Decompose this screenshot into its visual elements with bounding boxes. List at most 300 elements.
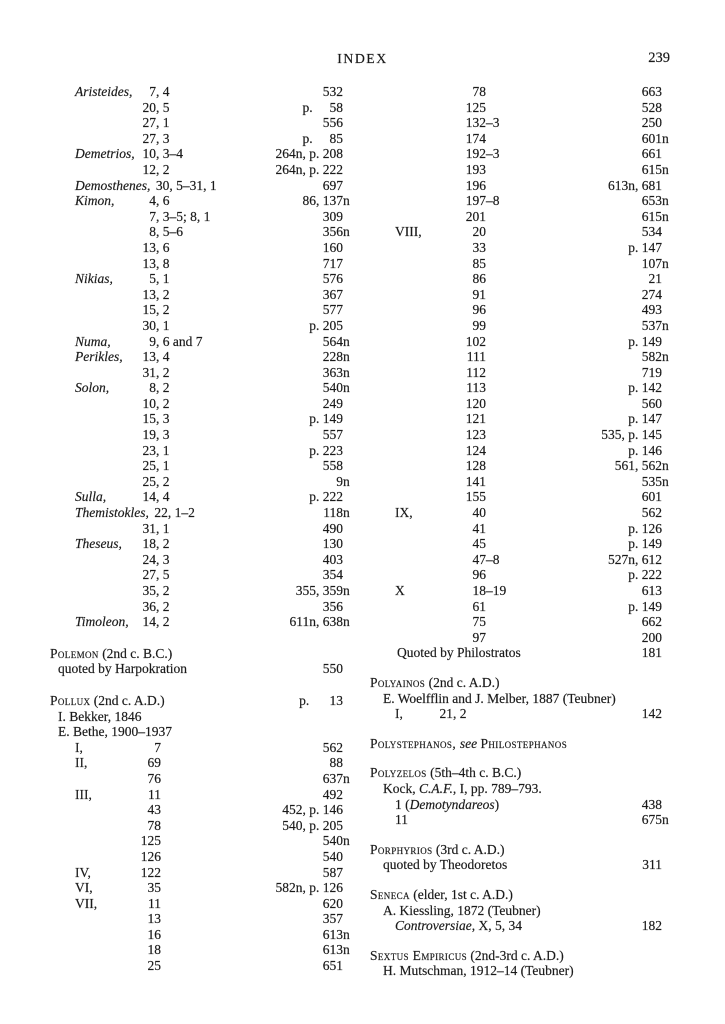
locus-number: 13 xyxy=(142,286,156,302)
index-row xyxy=(370,963,662,979)
text-segment: (5th–4th c. B.C.) xyxy=(426,765,522,781)
index-row xyxy=(75,958,343,974)
page-ref-value: p. 149 xyxy=(628,536,662,552)
index-row xyxy=(75,896,343,912)
locus-number: 13 xyxy=(147,911,161,927)
index-row xyxy=(75,489,343,505)
index-row xyxy=(75,942,350,958)
text-segment: E. Bethe, 1900–1937 xyxy=(58,724,172,740)
roman-numeral xyxy=(75,224,137,240)
locus-range: , 2 xyxy=(156,380,170,396)
page-ref-value: 367 xyxy=(322,286,343,302)
page-ref-note-suffix: n xyxy=(662,473,669,489)
locus-range: , 4 xyxy=(156,489,170,505)
index-row xyxy=(395,489,662,505)
locus-range: , 1 xyxy=(156,442,170,458)
roman-numeral xyxy=(395,427,433,443)
page-ref xyxy=(322,333,350,350)
roman-numeral: IV, xyxy=(75,864,91,880)
page-ref xyxy=(323,787,343,803)
text-segment: Polemon xyxy=(50,645,99,661)
page-ref-value: p. 149 xyxy=(628,598,662,614)
index-row xyxy=(75,880,343,896)
page-ref-note-suffix: n xyxy=(343,193,350,209)
page-ref-value: 363 xyxy=(322,364,343,380)
section xyxy=(370,736,662,752)
text-segment: quoted by Theodoretos xyxy=(383,857,508,873)
page-ref xyxy=(608,178,662,194)
text-segment: C.A.F. xyxy=(419,780,453,796)
roman-numeral xyxy=(395,552,433,568)
index-row xyxy=(75,209,343,225)
page-ref xyxy=(322,380,350,396)
roman-numeral: IX, xyxy=(395,505,413,521)
page-ref xyxy=(282,818,343,834)
locus-range: , 8 xyxy=(156,255,170,271)
page-ref-value: 452, p. 146 xyxy=(282,802,343,818)
page-ref-value: 576 xyxy=(322,271,343,287)
section-header xyxy=(370,675,662,691)
index-row xyxy=(395,255,669,272)
page-ref xyxy=(628,334,662,350)
index-row xyxy=(395,334,662,350)
locus-number: 33 xyxy=(472,239,486,255)
page-ref xyxy=(642,583,662,599)
locus-range: , 3 xyxy=(156,130,170,146)
page-ref xyxy=(642,396,662,412)
locus-number: 36 xyxy=(142,598,156,614)
page-ref-note-suffix: n xyxy=(662,255,669,271)
roman-numeral xyxy=(75,958,107,974)
page-ref-value: p. 149 xyxy=(628,333,662,349)
roman-numeral xyxy=(75,802,107,818)
page-ref xyxy=(642,645,662,661)
page-ref-value: 107 xyxy=(641,255,662,271)
locus-number: 8 xyxy=(149,380,156,396)
page-ref-value: 21 xyxy=(648,271,662,287)
text-segment: (2nd c. A.D.) xyxy=(90,692,165,708)
index-row xyxy=(75,427,343,443)
locus-range: , 2 xyxy=(156,598,170,614)
index-row xyxy=(395,552,662,568)
locus-number: 155 xyxy=(465,489,486,505)
page-ref-value: 356 xyxy=(322,224,343,240)
page-ref xyxy=(628,443,662,459)
page-ref-value: 613 xyxy=(322,942,343,958)
roman-numeral xyxy=(75,552,137,568)
roman-numeral: I, xyxy=(395,706,403,722)
page-ref-note-suffix: n xyxy=(343,224,350,240)
page-ref-value: p. 147 xyxy=(628,411,662,427)
page-ref xyxy=(323,911,343,927)
index-row xyxy=(75,849,343,865)
locus-number: 197 xyxy=(465,193,486,209)
roman-numeral xyxy=(75,521,137,537)
page-ref xyxy=(323,505,350,521)
locus-range: , 1 xyxy=(156,115,170,131)
line-text xyxy=(370,887,513,903)
index-row xyxy=(395,567,662,583)
page-ref-value: 717 xyxy=(322,255,343,271)
section-header xyxy=(50,693,343,709)
page-ref-value: 611n, 638 xyxy=(289,614,343,630)
roman-numeral xyxy=(75,287,137,303)
index-row xyxy=(75,865,343,881)
roman-numeral xyxy=(395,380,433,396)
locus-range: , 2 xyxy=(156,473,170,489)
page-ref xyxy=(323,84,343,100)
locus-range: , 4 xyxy=(156,349,170,365)
locus-range: , 2 xyxy=(156,161,170,177)
roman-numeral xyxy=(395,256,433,272)
page-ref-value: 582n, p. 126 xyxy=(275,880,343,896)
page-ref xyxy=(641,349,669,365)
entry-name: Timoleon, xyxy=(75,614,129,630)
roman-numeral xyxy=(395,334,433,350)
locus-number: 23 xyxy=(142,442,156,458)
page-ref xyxy=(642,365,662,381)
roman-numeral xyxy=(75,583,137,599)
index-row xyxy=(75,802,343,818)
line-text xyxy=(370,765,521,781)
locus-number: 125 xyxy=(465,99,486,115)
page-ref-value: 556 xyxy=(322,115,343,131)
page-ref-value: 142 xyxy=(641,706,662,722)
page-ref-value: 587 xyxy=(322,864,343,880)
locus-number: 31 xyxy=(142,364,156,380)
text-segment: , X, 5, 34 xyxy=(471,918,522,934)
line-text xyxy=(50,724,172,740)
page-ref-value: 557 xyxy=(322,427,343,443)
index-row xyxy=(395,396,662,412)
page-ref xyxy=(276,162,344,178)
page-ref xyxy=(323,865,343,881)
index-row xyxy=(395,473,669,490)
page-ref xyxy=(323,302,343,318)
index-row xyxy=(75,162,343,178)
locus-range: , 2 xyxy=(156,364,170,380)
roman-numeral xyxy=(395,349,433,365)
locus-number: 141 xyxy=(465,473,486,489)
index-row xyxy=(50,661,343,677)
page-ref-note-suffix: n xyxy=(343,926,350,942)
roman-numeral xyxy=(395,599,433,615)
roman-numeral xyxy=(395,271,433,287)
page-ref-value: 613n, 681 xyxy=(608,177,662,193)
index-row xyxy=(395,130,669,147)
locus-number: 5 xyxy=(149,271,156,287)
locus-range: , 3 xyxy=(156,427,170,443)
section xyxy=(370,887,662,934)
page-ref xyxy=(322,833,350,849)
line-text xyxy=(370,675,499,691)
page-ref-value: 620 xyxy=(322,895,343,911)
page-ref-value: p. 58 xyxy=(302,99,343,115)
page-ref xyxy=(322,349,350,365)
index-row xyxy=(370,857,662,873)
roman-numeral xyxy=(75,131,137,147)
roman-numeral xyxy=(395,209,433,225)
page-number: 239 xyxy=(648,50,670,66)
page-ref xyxy=(323,396,343,412)
locus-number: 18 xyxy=(142,536,156,552)
roman-numeral xyxy=(75,458,137,474)
roman-numeral xyxy=(395,287,433,303)
page-ref xyxy=(642,115,662,131)
roman-numeral xyxy=(75,443,137,459)
page-ref-value: 577 xyxy=(322,302,343,318)
locus-number: 75 xyxy=(472,614,486,630)
entry-name: Sulla, xyxy=(75,489,107,505)
page-ref xyxy=(309,443,343,459)
page-ref xyxy=(323,567,343,583)
page-ref-note-suffix: n xyxy=(343,380,350,396)
text-segment: Controversiae xyxy=(395,918,472,934)
index-row xyxy=(75,536,343,552)
locus-number: 40 xyxy=(472,505,486,521)
index-row xyxy=(75,787,343,803)
index-row xyxy=(75,349,350,365)
page-ref xyxy=(628,536,662,552)
page-ref-value: 540, p. 205 xyxy=(282,817,343,833)
locus-number: 43 xyxy=(147,802,161,818)
text-segment: Quoted by Philostratos xyxy=(397,645,521,661)
text-segment: (2nd-3rd c. A.D.) xyxy=(467,947,564,963)
page-ref xyxy=(322,926,350,943)
index-row xyxy=(75,224,350,240)
page-ref-value: 564 xyxy=(322,333,343,349)
index-row xyxy=(395,302,662,318)
roman-numeral xyxy=(75,411,137,427)
index-row xyxy=(75,271,343,287)
roman-numeral xyxy=(75,911,107,927)
section-header xyxy=(370,736,662,752)
page-ref-value: 582 xyxy=(641,349,662,365)
locus-number: 24 xyxy=(142,551,156,567)
roman-numeral xyxy=(75,427,137,443)
roman-numeral xyxy=(395,115,433,131)
roman-numeral xyxy=(75,162,137,178)
locus-number: 30 xyxy=(142,317,156,333)
index-row xyxy=(75,614,350,630)
page-ref xyxy=(642,84,662,100)
right-index-rows xyxy=(370,84,669,661)
text-segment: Polyainos xyxy=(370,674,426,690)
entry-name: Nikias, xyxy=(75,271,113,287)
index-row xyxy=(395,443,662,459)
locus-number: 196 xyxy=(465,177,486,193)
page-ref xyxy=(323,178,343,194)
section-header xyxy=(370,765,662,781)
page-ref xyxy=(323,209,343,225)
page-ref xyxy=(628,411,662,427)
roman-numeral xyxy=(395,521,433,537)
locus-number: 128 xyxy=(465,458,486,474)
line-text xyxy=(370,963,574,979)
index-row xyxy=(370,645,662,661)
locus-number: 30 xyxy=(155,177,170,193)
page-ref xyxy=(299,693,343,709)
page-ref xyxy=(628,567,662,583)
page-ref-value: 561, 562 xyxy=(614,458,662,474)
roman-numeral xyxy=(395,489,433,505)
locus-number: 25 xyxy=(142,458,156,474)
entry-name: Theseus, xyxy=(75,536,122,552)
index-row xyxy=(75,100,343,116)
page-ref xyxy=(323,599,343,615)
page-ref xyxy=(641,317,669,334)
section xyxy=(370,675,662,722)
page-ref-note-suffix: n xyxy=(343,583,350,598)
locus-range: , 1–2 xyxy=(167,505,195,521)
page-ref xyxy=(336,473,350,490)
index-row xyxy=(75,193,350,209)
roman-numeral xyxy=(395,131,433,147)
line-text xyxy=(50,693,165,709)
page-ref-value: 357 xyxy=(322,911,343,927)
page-ref-value: 528 xyxy=(641,99,662,115)
locus-number: 111 xyxy=(466,349,486,365)
section-header xyxy=(370,887,662,903)
locus-range: , 2 xyxy=(156,536,170,552)
roman-numeral xyxy=(75,396,137,412)
text-segment: (2nd c. B.C.) xyxy=(98,645,173,661)
page-ref xyxy=(641,812,669,828)
roman-numeral xyxy=(75,833,107,849)
page-ref-note-suffix: n xyxy=(343,364,350,380)
index-row xyxy=(75,302,343,318)
page-ref-value: 88 xyxy=(329,755,343,771)
locus-range: , 1 xyxy=(156,317,170,333)
page-ref xyxy=(642,797,662,813)
page-ref xyxy=(642,614,662,630)
page-ref-value: 9 xyxy=(336,473,343,489)
page-ref xyxy=(641,473,669,490)
page-ref-value: p. 222 xyxy=(628,567,662,583)
locus-number: 25 xyxy=(147,958,161,974)
index-row xyxy=(75,318,343,334)
index-row xyxy=(50,709,343,725)
page-ref-value: p. 146 xyxy=(628,442,662,458)
page-ref-note-suffix: n xyxy=(343,349,350,365)
line-text xyxy=(50,709,141,725)
index-row xyxy=(75,567,343,583)
text-segment: A. Kiessling, 1872 (Teubner) xyxy=(383,902,541,918)
roman-numeral xyxy=(75,599,137,615)
index-row xyxy=(395,161,669,178)
locus-range: , 2 xyxy=(156,286,170,302)
page-ref-value: 697 xyxy=(322,177,343,193)
locus-range: , 2 xyxy=(156,614,170,630)
roman-numeral: VII, xyxy=(75,895,98,911)
page-ref-value: 264n, p. 222 xyxy=(275,161,343,177)
index-row xyxy=(395,193,669,209)
page-ref-value: 535, p. 145 xyxy=(601,427,662,443)
text-segment: (2nd c. A.D.) xyxy=(425,674,500,690)
locus-number: 132 xyxy=(465,115,486,131)
index-row xyxy=(75,755,343,771)
locus-number: 201 xyxy=(465,208,486,224)
text-segment: Sextus Empiricus xyxy=(370,947,468,963)
index-row xyxy=(75,473,350,490)
page-ref-value: 637 xyxy=(322,770,343,786)
line-text xyxy=(370,812,408,828)
page-ref-value: p. 222 xyxy=(309,489,343,505)
entry-name: Demetrios, xyxy=(75,146,135,162)
index-row xyxy=(370,797,662,813)
index-row xyxy=(395,536,662,552)
page-ref-value: 662 xyxy=(641,614,662,630)
index-row xyxy=(75,521,343,537)
page-ref-value: 615 xyxy=(641,208,662,224)
page-ref xyxy=(641,130,669,147)
page-ref-value: 182 xyxy=(641,918,662,934)
page-ref-value: 264n, p. 208 xyxy=(275,146,343,162)
page-ref-value: 675 xyxy=(641,812,662,828)
locus-number: 86 xyxy=(472,271,486,287)
roman-numeral: III, xyxy=(75,786,92,802)
roman-numeral xyxy=(75,927,107,943)
page-ref xyxy=(323,740,343,756)
locus-number: 35 xyxy=(142,583,156,598)
locus-number: 10 xyxy=(142,395,156,411)
page-ref xyxy=(323,287,343,303)
locus-number: 78 xyxy=(472,84,486,99)
text-segment: Kock, xyxy=(383,780,419,796)
index-row xyxy=(75,396,343,412)
index-row xyxy=(395,349,669,365)
roman-numeral xyxy=(75,256,137,272)
page-ref xyxy=(641,255,669,272)
locus-range: –19 xyxy=(486,583,507,598)
page-ref-value: 354 xyxy=(322,567,343,583)
index-row xyxy=(395,411,662,427)
page-ref xyxy=(642,146,662,162)
index-row xyxy=(395,224,662,240)
text-segment: 11 xyxy=(395,812,408,828)
locus-range: , 2 xyxy=(156,302,170,318)
roman-numeral xyxy=(75,474,137,490)
locus-number: 11 xyxy=(148,895,161,911)
locus-number: 102 xyxy=(465,333,486,349)
index-row xyxy=(395,458,669,474)
page-ref xyxy=(323,240,343,256)
left-sections xyxy=(50,645,350,974)
roman-numeral xyxy=(75,302,137,318)
page-ref xyxy=(276,146,344,162)
locus-number: 7 xyxy=(149,84,156,99)
page-ref-value: 601 xyxy=(641,130,662,146)
page-ref-note-suffix: n xyxy=(662,161,669,177)
index-row xyxy=(395,380,662,396)
locus-number: 25 xyxy=(142,473,156,489)
locus-range: , 3–4 xyxy=(156,146,183,162)
text-segment: E. Woelfflin and J. Melber, 1887 (Teubner) xyxy=(383,690,616,706)
locus-number: 7 xyxy=(149,208,156,224)
locus-range: , 3 xyxy=(156,411,170,427)
roman-numeral xyxy=(75,365,137,381)
locus-number: 10 xyxy=(142,146,156,162)
page-ref xyxy=(642,224,662,240)
page-ref xyxy=(323,661,343,677)
page-ref-value: 490 xyxy=(322,520,343,536)
locus-number: 15 xyxy=(142,411,156,427)
page-ref-value: 311 xyxy=(642,857,662,873)
index-row xyxy=(370,691,662,707)
text-segment: 1 ( xyxy=(395,796,410,812)
locus-number: 126 xyxy=(140,848,161,864)
page-ref xyxy=(276,880,344,896)
